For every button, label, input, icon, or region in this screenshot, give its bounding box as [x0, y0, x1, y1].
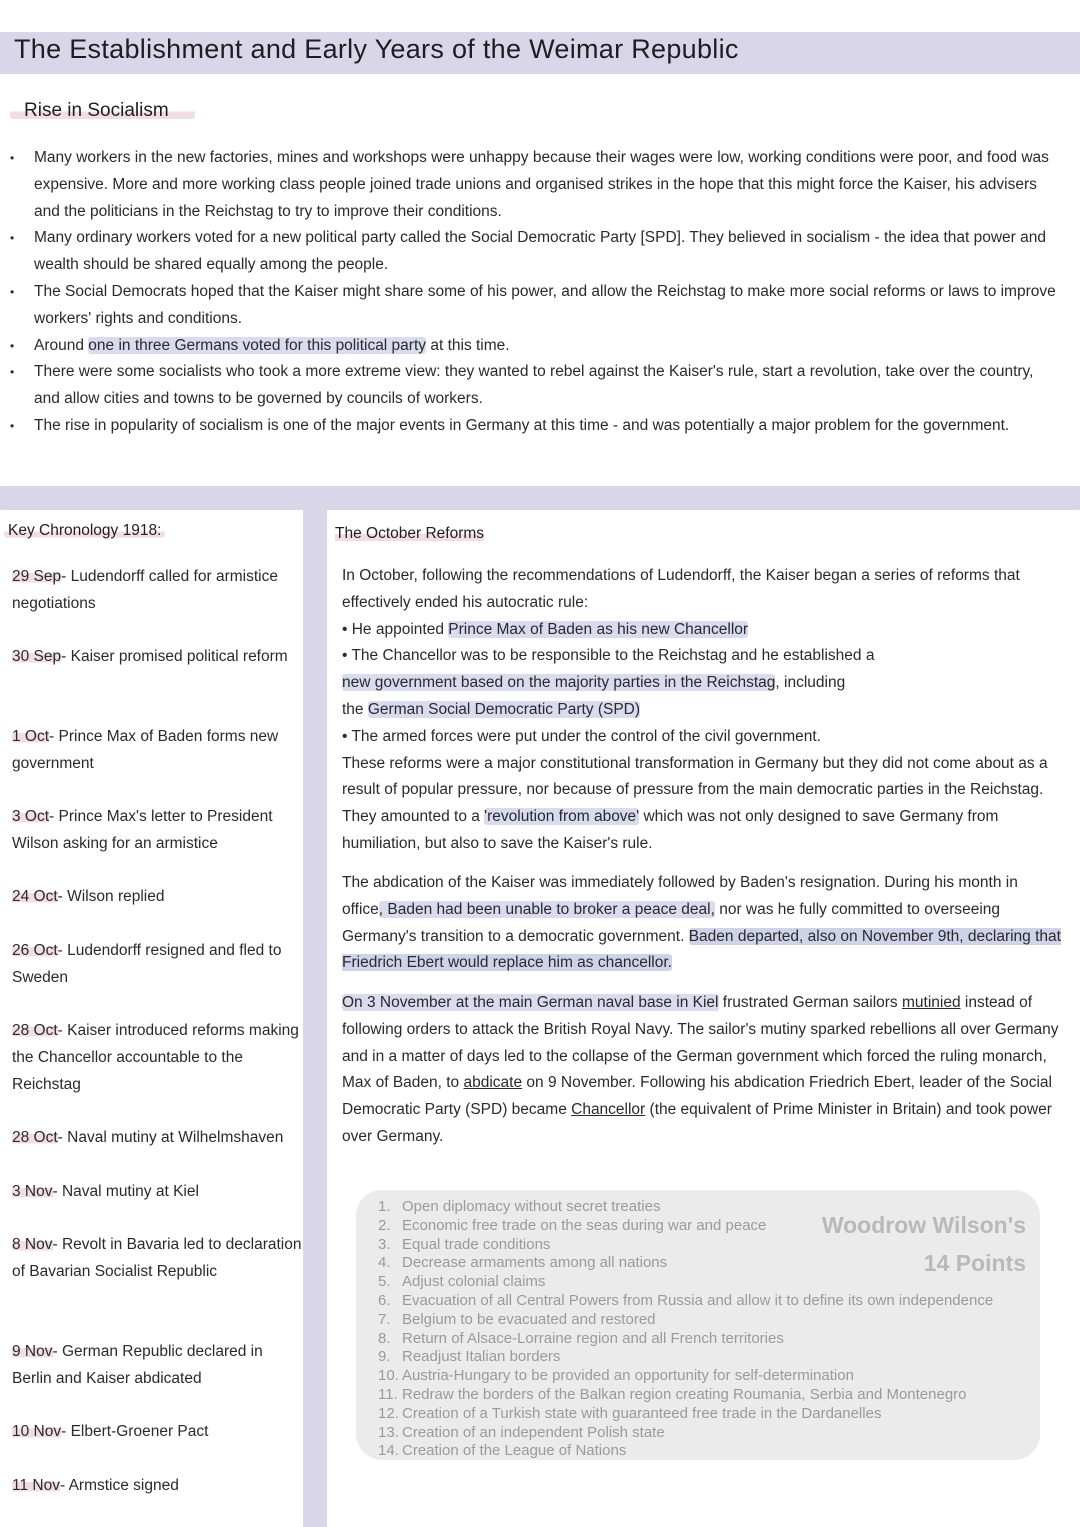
chronology-item [12, 1418, 302, 1445]
wilson-title: Woodrow Wilson's 14 Points [821, 1212, 1026, 1276]
highlight: German Social Democratic Party (SPD) [367, 700, 641, 718]
point-text: Decrease armaments among all nations [402, 1254, 668, 1272]
list-item-pre: Around [34, 336, 89, 354]
list-item: • There were some socialists who took a more extreme view: they wanted to rebel against the Kaiser's rule, start a revolution, take over the country, and allow cities and towns to be governed by councils of workers. [0, 359, 1060, 413]
point-text: Economic free trade on the seas during war and peace [402, 1216, 767, 1234]
chronology-date: 28 Oct [12, 1129, 58, 1146]
list-item [378, 1386, 1038, 1405]
october-summary [342, 751, 1062, 858]
point-text: Creation of a Turkish state with guaranteed free trade in the Dardanelles [402, 1404, 882, 1422]
list-item [378, 1254, 1038, 1273]
chronology-item [12, 1017, 302, 1098]
chronology-date: 10 Nov [12, 1423, 62, 1440]
october-bullet-1 [342, 617, 1062, 644]
chronology-date: 1 Oct [12, 728, 50, 745]
list-item: • Many workers in the new factories, mines and workshops were unhappy because their wages were low, working conditions were poor, and food was expensive. More and more working class people joined trade unions and organised strikes in the hope that this might force the Kaiser, his advisers and the politicians in the Reichstag to try to improve their conditions. [0, 145, 1060, 225]
bullet-pre: • The Chancellor was to be responsible to the Reichstag and he established a [342, 647, 875, 665]
list-item [378, 1236, 1038, 1255]
chronology-text: - Naval mutiny at Wilhelmshaven [57, 1129, 284, 1146]
chronology-item [12, 563, 302, 617]
highlight: On 3 November at the main German naval base in Kiel [342, 994, 719, 1011]
point-number: 9. [378, 1348, 391, 1366]
list-item [378, 1442, 1038, 1461]
point-number: 1. [378, 1198, 391, 1215]
underlined-term: abdicate [463, 1074, 523, 1092]
point-text: Adjust colonial claims [402, 1273, 546, 1291]
october-intro: In October, following the recommendations of Ludendorff, the Kaiser began a series of reforms that effectively ended his autocratic rule: [342, 567, 1020, 611]
p3-c: on 9 November. Following his abdication Friedrich Ebert, leader of the Social Democratic Party (SPD) became [342, 1074, 1052, 1119]
chronology-text: - Armstice signed [59, 1477, 179, 1494]
point-text: Creation of the League of Nations [402, 1442, 627, 1460]
chronology-date: 26 Oct [12, 942, 58, 959]
point-text: Readjust Italian borders [402, 1348, 561, 1366]
point-text: Redraw the borders of the Balkan region creating Roumania, Serbia and Montenegro [402, 1385, 967, 1403]
bullet-pre: • He appointed [342, 620, 449, 638]
october-bullet-2-cont [342, 670, 1062, 697]
chronology-date: 3 Nov [12, 1183, 53, 1200]
summary-pre: These reforms were a major constitutional transformation in Germany but they did not come about as a result of popular pressure, nor because of pressure from the main democratic parties in the Reichstag. They amounted to a [342, 754, 1048, 826]
socialism-heading: Rise in Socialism [10, 100, 195, 121]
chronology-item [12, 883, 302, 910]
chronology-date: 8 Nov [12, 1236, 53, 1253]
chronology-date: 11 Nov [12, 1477, 60, 1494]
socialism-bullet-list [0, 145, 1060, 440]
list-item: • The Social Democrats hoped that the Kaiser might share some of his power, and allow the Reichstag to make more social reforms or laws to improve workers' rights and conditions. [0, 279, 1060, 333]
underlined-term: mutinied [901, 994, 961, 1011]
list-item: • The rise in popularity of socialism is one of the major events in Germany at this time - and was potentially a major problem for the government. [0, 413, 1060, 440]
point-text: Return of Alsace-Lorraine region and all French territories [402, 1329, 784, 1347]
point-number: 7. [378, 1310, 391, 1328]
point-number: 4. [378, 1254, 391, 1272]
chronology-item [12, 1124, 302, 1151]
p2-pre: The abdication of the Kaiser was immediately followed by Baden's resignation. During his month in office [342, 874, 1018, 918]
underlined-term: Chancellor [571, 1101, 646, 1119]
point-number: 10. [378, 1367, 399, 1385]
chronology-text: - Kaiser introduced reforms making the Chancellor accountable to the Reichstag [12, 1022, 299, 1093]
summary-post: which was not only designed to save Germany from humiliation, but also to save the Kaiser's rule. [342, 808, 999, 852]
chronology-heading [4, 522, 165, 540]
list-item [378, 1198, 1038, 1217]
bullet-post: , including [775, 674, 846, 692]
list-item [378, 1330, 1038, 1349]
chronology-text: - German Republic declared in Berlin and Kaiser abdicated [12, 1343, 263, 1387]
list-item: • Many ordinary workers voted for a new political party called the Social Democratic Party [SPD]. They believed in socialism - the idea that power and wealth should be shared equally among the people. [0, 225, 1060, 279]
list-item [0, 333, 1060, 360]
october-paragraph-1 [342, 563, 1062, 858]
point-text: Creation of an independent Polish state [402, 1423, 665, 1441]
chronology-text: - Naval mutiny at Kiel [52, 1183, 199, 1200]
list-item [378, 1348, 1038, 1367]
october-bullet-2-cont2 [342, 697, 1062, 724]
point-number: 5. [378, 1273, 391, 1291]
chronology-text: - Revolt in Bavaria led to declaration of Bavarian Socialist Republic [12, 1236, 302, 1280]
bullet-pre: the [342, 700, 368, 718]
list-item [378, 1292, 1038, 1311]
chronology-date: 24 Oct [12, 888, 58, 905]
chronology-date: 28 Oct [12, 1022, 58, 1039]
chronology-item [12, 723, 302, 777]
page-title: The Establishment and Early Years of the Weimar Republic [14, 34, 739, 64]
vertical-divider [303, 486, 327, 1527]
point-text: Equal trade conditions [402, 1235, 551, 1253]
october-paragraph-2 [342, 870, 1062, 977]
wilson-points-list [378, 1198, 1038, 1461]
chronology-text: - Prince Max of Baden forms new government [12, 728, 279, 772]
highlight: Baden departed, also on November 9th, declaring that Friedrich Ebert would replace him as chancellor. [342, 927, 1061, 972]
chronology-text: - Kaiser promised political reform [61, 648, 288, 665]
chronology-text: - Ludendorff resigned and fled to Sweden [12, 942, 282, 986]
october-bullet-2 [342, 643, 1062, 670]
p3-b: instead of following orders to attack the British Royal Navy. The sailor's mutiny sparked rebellions all over Germany and in a matter of days led to the collapse of the German government which forced the ruling monarch, Max of Baden, to [342, 994, 1059, 1092]
highlight: new government based on the majority parties in the Reichstag [342, 674, 776, 692]
chronology-date: 30 Sep [12, 648, 62, 665]
chronology-text: - Elbert-Groener Pact [61, 1423, 209, 1440]
chronology-item [12, 803, 302, 857]
chronology-text: - Wilson replied [57, 888, 165, 905]
point-number: 8. [378, 1329, 391, 1347]
list-item [378, 1424, 1038, 1443]
highlight: 'revolution from above' [484, 808, 640, 826]
list-item [378, 1405, 1038, 1424]
list-item [378, 1311, 1038, 1330]
point-number: 12. [378, 1404, 399, 1422]
october-paragraph-3 [342, 990, 1062, 1151]
highlight: , Baden had been unable to broker a peace deal, [378, 900, 715, 918]
highlight: one in three Germans voted for this political party [88, 336, 427, 354]
chronology-heading-text: Key Chronology 1918: [4, 522, 165, 539]
section-heading-socialism [10, 100, 195, 122]
point-number: 6. [378, 1291, 391, 1309]
p3-d: (the equivalent of Prime Minister in Britain) and took power over Germany. [342, 1101, 1052, 1145]
chronology-date: 3 Oct [12, 808, 50, 825]
list-item [378, 1273, 1038, 1292]
point-number: 14. [378, 1442, 399, 1460]
chronology-item [12, 937, 302, 991]
point-number: 13. [378, 1423, 399, 1441]
horizontal-divider [0, 486, 1080, 510]
list-item [378, 1217, 1038, 1236]
chronology-item [12, 643, 302, 670]
chronology-item [12, 1338, 302, 1392]
chronology-text: - Prince Max's letter to President Wilson asking for an armistice [12, 808, 273, 852]
chronology-date: 9 Nov [12, 1343, 53, 1360]
point-number: 2. [378, 1216, 391, 1234]
point-text: Austria-Hungary to be provided an opportunity for self-determination [402, 1367, 854, 1385]
point-text: Evacuation of all Central Powers from Russia and allow it to define its own independence [402, 1291, 994, 1309]
p3-a: frustrated German sailors [718, 994, 902, 1011]
wilson-14-points-box [356, 1190, 1040, 1460]
point-number: 11. [378, 1385, 398, 1403]
chronology-item [12, 1472, 302, 1499]
chronology-date: 29 Sep [12, 568, 62, 585]
chronology-item [12, 1231, 302, 1285]
chronology-item [12, 1178, 302, 1205]
highlight: Prince Max of Baden as his new Chancellor [448, 620, 749, 638]
list-item [378, 1367, 1038, 1386]
october-reforms-heading: The October Reforms [335, 525, 485, 542]
chronology-text: - Ludendorff called for armistice negotiations [12, 568, 278, 612]
october-bullet-3: • The armed forces were put under the control of the civil government. [342, 727, 821, 745]
p2-mid: nor was he fully committed to overseeing Germany's transition to a democratic government. [342, 900, 1001, 945]
point-text: Belgium to be evacuated and restored [402, 1310, 656, 1328]
point-number: 3. [378, 1235, 391, 1253]
point-text: Open diplomacy without secret treaties [402, 1198, 661, 1215]
list-item-post: at this time. [426, 336, 510, 354]
